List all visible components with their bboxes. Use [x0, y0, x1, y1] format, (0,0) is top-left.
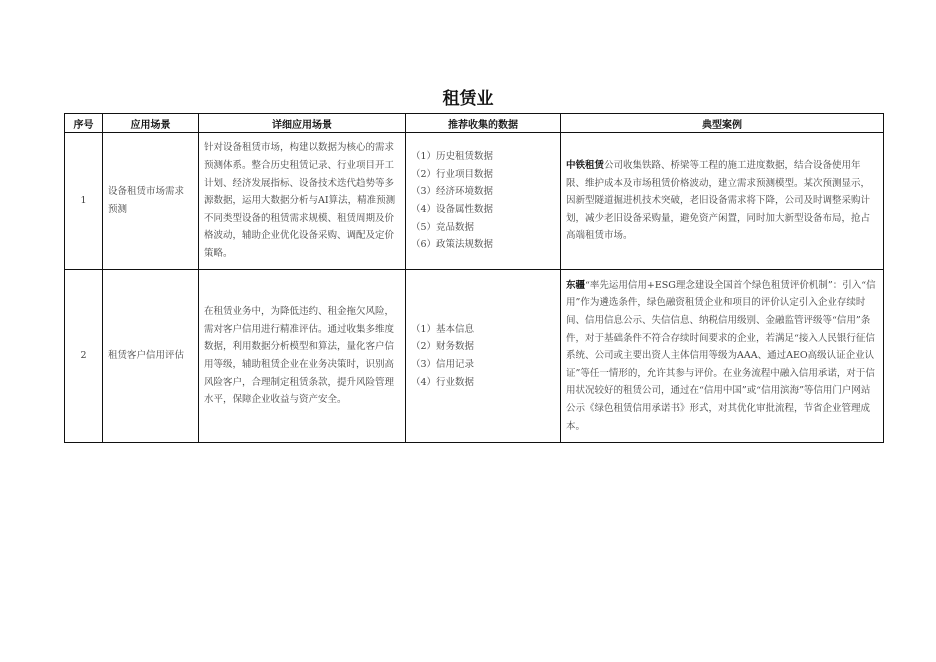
row-number: 1	[65, 133, 103, 270]
row-number: 2	[65, 270, 103, 443]
header-case: 典型案例	[561, 114, 884, 133]
table-row	[65, 133, 884, 270]
data-items-cell	[406, 270, 561, 443]
data-item: （2）财务数据	[411, 341, 475, 353]
data-item: （5）竞品数据	[411, 221, 475, 233]
data-item: （3）经济环境数据	[411, 186, 494, 198]
case-brand: 东疆	[566, 279, 586, 291]
table-row	[65, 270, 884, 443]
data-item: （3）信用记录	[411, 359, 475, 370]
case-text: “率先运用信用+ESG理念建设全国首个绿色租赁评价机制”：引入“信用”作为遴选条件，绿色融资租赁企业和项目的评价认定引入企业存续时间、信用信息公示、失信信息、纳税信用级别、金融监管评级等“信用”条件，对于基础条件不符合存续时间要求的企业，若满足“接入人民银行征信系统、公司或主要出资人主体信用等级为AAA、通过AEO高级认证企业认证”等任一情形的，允许其参与评价。在业务流程中融入信用承诺，对于信用状况较好的租赁公司，通过在“信用中国”或“信用滨海”等信用门户网站公示《绿色租赁信用承诺书》形式，对其优化审批流程，节省企业管理成本。	[566, 279, 876, 432]
data-item: （4）设备属性数据	[411, 204, 494, 215]
page-title: 租赁业	[442, 89, 494, 109]
header-data: 推荐收集的数据	[406, 114, 561, 133]
header-scenario: 应用场景	[103, 114, 199, 133]
case-cell	[561, 133, 884, 270]
data-item: （4）行业数据	[411, 376, 475, 388]
scenario-cell: 设备租赁市场需求预测	[103, 133, 199, 270]
detail-cell: 针对设备租赁市场，构建以数据为核心的需求预测体系。整合历史租赁记录、行业项目开工计划、经济发展指标、设备技术迭代趋势等多源数据，运用大数据分析与AI算法，精准预测不同类型设备的租赁需求规模、租赁周期及价格波动，辅助企业优化设备采购、调配及定价策略。	[199, 133, 406, 270]
header-detail: 详细应用场景	[199, 114, 406, 133]
detail-cell: 在租赁业务中，为降低违约、租金拖欠风险，需对客户信用进行精准评估。通过收集多维度数据，利用数据分析模型和算法，量化客户信用等级，辅助租赁企业在业务决策时，识别高风险客户，合理制定租赁条款，提升风险管理水平，保障企业收益与资产安全。	[199, 270, 406, 443]
scenario-cell: 租赁客户信用评估	[103, 270, 199, 443]
data-items-cell	[406, 133, 561, 270]
data-item: （6）政策法规数据	[411, 239, 494, 251]
case-brand: 中铁租赁	[566, 160, 605, 172]
table-header-row	[65, 114, 884, 133]
data-table	[64, 113, 884, 443]
data-item: （1）历史租赁数据	[411, 151, 494, 163]
data-item: （1）基本信息	[411, 323, 475, 335]
data-item: （2）行业项目数据	[411, 168, 494, 180]
case-cell	[561, 270, 884, 443]
case-text: 公司收集铁路、桥梁等工程的施工进度数据，结合设备使用年限、维护成本及市场租赁价格波动，建立需求预测模型。某次预测显示，因新型隧道掘进机技术突破，老旧设备需求将下降，公司及时调整采购计划，减少老旧设备采购量，避免资产闲置，同时加大新型设备布局，抢占高端租赁市场。	[566, 160, 871, 242]
header-no: 序号	[65, 114, 103, 133]
